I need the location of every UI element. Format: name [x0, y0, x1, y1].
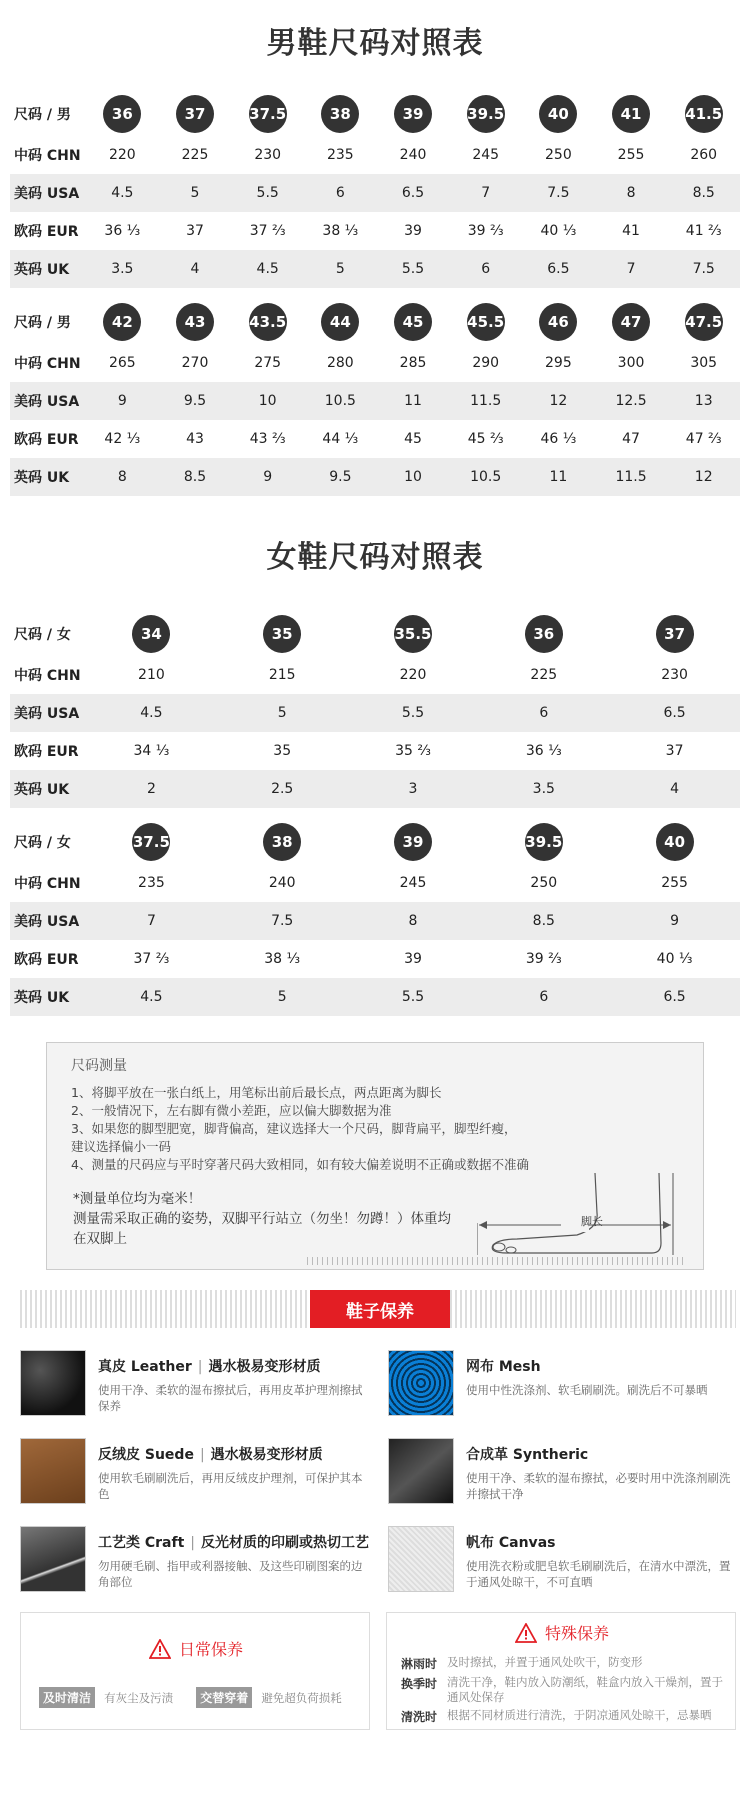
- table-cell: 37: [186, 223, 204, 239]
- row-label: 欧码 EUR: [14, 744, 79, 760]
- table-cell: 6: [539, 989, 549, 1005]
- table-cell: 3: [408, 781, 418, 797]
- table-cell: 235: [138, 875, 165, 891]
- daily-care-title: 日常保养: [178, 1640, 243, 1659]
- men-size-table-1: [10, 92, 740, 288]
- size-badge: 40: [539, 95, 577, 133]
- row-label: 美码 USA: [14, 914, 80, 930]
- table-cell: 6: [481, 261, 491, 277]
- table-cell: 230: [661, 667, 688, 683]
- table-cell: 230: [254, 147, 282, 163]
- table-cell: 36 ⅓: [104, 223, 141, 239]
- table-cell: 36 ⅓: [525, 743, 562, 759]
- table-cell: 220: [108, 147, 136, 163]
- table-cell: 43: [186, 431, 204, 447]
- material-desc: 使用洗衣粉或肥皂软毛刷刷洗后，在清水中漂洗，置于通风处晾干，不可直晒: [466, 1559, 731, 1589]
- table-cell: 5.5: [256, 185, 279, 201]
- measurement-line-3: 3、如果您的脚型肥宽，脚背偏高，建议选择大一个尺码，脚背扁平，脚型纤瘦，: [71, 1121, 517, 1136]
- table-cell: 12.5: [615, 393, 647, 409]
- table-cell: 13: [694, 393, 713, 409]
- table-cell: 45: [404, 431, 422, 447]
- table-row: [10, 770, 740, 808]
- warning-icon: [515, 1623, 537, 1643]
- size-badge: 47.5: [685, 303, 723, 341]
- men-size-table-2: [10, 300, 740, 496]
- table-cell: 5: [277, 705, 287, 721]
- size-badge: 37: [176, 95, 214, 133]
- warning-icon: [149, 1639, 171, 1659]
- table-cell: 305: [690, 355, 718, 371]
- table-cell: 10.5: [324, 393, 356, 409]
- size-badge: 41.5: [685, 95, 723, 133]
- size-header-row: [10, 92, 740, 136]
- material-name: 合成革 Syntheric: [466, 1447, 589, 1463]
- material-synthetic: [388, 1438, 738, 1508]
- table-row: [10, 458, 740, 496]
- ruler: [307, 1257, 687, 1265]
- table-cell: 39 ⅔: [525, 951, 562, 967]
- table-cell: 37: [665, 743, 684, 759]
- table-cell: 8.5: [183, 469, 207, 485]
- table-cell: 235: [326, 147, 354, 163]
- row-label: 中码 CHN: [14, 876, 81, 892]
- table-row: [10, 136, 740, 174]
- table-cell: 2.5: [271, 781, 294, 797]
- table-cell: 9.5: [183, 393, 207, 409]
- size-badge: 41: [612, 95, 650, 133]
- material-mesh: [388, 1350, 738, 1420]
- table-cell: 7.5: [547, 185, 570, 201]
- row-label: 尺码 / 女: [14, 835, 71, 851]
- special-item: 清洗时 根据不同材质进行清洗，于阴凉通风处晾干，忌暴晒: [401, 1708, 712, 1724]
- table-cell: 38 ⅓: [264, 951, 301, 967]
- row-label: 英码 UK: [14, 990, 70, 1006]
- table-row: [10, 250, 740, 288]
- table-cell: 11: [549, 469, 568, 485]
- table-cell: 12: [694, 469, 713, 485]
- women-size-table-1: [10, 612, 740, 808]
- material-desc: 使用中性洗涤剂、软毛刷刷洗。刷洗后不可暴晒: [466, 1383, 708, 1397]
- size-badge: 43: [176, 303, 214, 341]
- table-cell: 37 ⅔: [249, 223, 286, 239]
- row-label: 尺码 / 男: [14, 315, 71, 331]
- table-cell: 39 ⅔: [467, 223, 504, 239]
- table-cell: 6.5: [401, 185, 425, 201]
- table-cell: 9.5: [329, 469, 352, 485]
- table-cell: 40 ⅓: [540, 223, 577, 239]
- table-cell: 245: [399, 875, 427, 891]
- synthetic-thumbnail: [388, 1438, 454, 1504]
- size-header-row: [10, 612, 740, 656]
- table-cell: 6.5: [547, 261, 570, 277]
- table-cell: 11.5: [615, 469, 647, 485]
- row-label: 英码 UK: [14, 782, 70, 798]
- table-cell: 5: [190, 185, 200, 201]
- table-cell: 10.5: [470, 469, 502, 485]
- size-badge: 39: [394, 823, 432, 861]
- table-cell: 7.5: [692, 261, 715, 277]
- table-cell: 5.5: [401, 261, 425, 277]
- table-cell: 47: [622, 431, 640, 447]
- table-cell: 10: [404, 469, 422, 485]
- material-suede: [20, 1438, 370, 1508]
- table-cell: 250: [545, 147, 572, 163]
- row-label: 尺码 / 女: [14, 627, 71, 643]
- daily-tag-clean: 及时清洁: [39, 1687, 95, 1708]
- table-row: [10, 174, 740, 212]
- table-cell: 8: [117, 469, 127, 485]
- table-cell: 215: [268, 667, 296, 683]
- table-row: [10, 344, 740, 382]
- table-cell: 40 ⅓: [656, 951, 693, 967]
- mesh-thumbnail: [388, 1350, 454, 1416]
- size-badge: 39.5: [525, 823, 563, 861]
- table-cell: 220: [399, 667, 427, 683]
- table-cell: 10: [258, 393, 277, 409]
- table-cell: 3.5: [111, 261, 134, 277]
- table-cell: 290: [472, 355, 500, 371]
- measurement-line-5: 4、测量的尺码应与平时穿著尺码大致相同，如有较大偏差说明不正确或数据不准确: [71, 1157, 529, 1172]
- table-cell: 5: [277, 989, 287, 1005]
- row-label: 美码 USA: [14, 186, 80, 202]
- row-label: 英码 UK: [14, 262, 70, 278]
- table-cell: 4.5: [140, 989, 163, 1005]
- measurement-unit-note: *测量单位均为毫米！: [73, 1191, 202, 1207]
- special-care-box: [386, 1612, 736, 1730]
- material-desc: 使用软毛刷刷洗后，再用反绒皮护理剂，可保护其本色: [98, 1471, 363, 1501]
- table-cell: 5.5: [401, 989, 425, 1005]
- size-badge: 45: [394, 303, 432, 341]
- foot-length-label: 脚长: [581, 1215, 603, 1228]
- table-cell: 260: [690, 147, 718, 163]
- material-name: 网布 Mesh: [466, 1359, 541, 1375]
- material-desc: 使用干净、柔软的湿布擦拭后，再用皮革护理剂擦拭保养: [98, 1383, 363, 1413]
- table-cell: 41: [622, 223, 640, 239]
- measurement-line-4: 建议选择偏小一码: [71, 1139, 172, 1154]
- table-cell: 255: [617, 147, 645, 163]
- table-cell: 240: [399, 147, 427, 163]
- table-cell: 285: [399, 355, 427, 371]
- daily-text-clean: 有灰尘及污渍: [104, 1691, 174, 1705]
- suede-thumbnail: [20, 1438, 86, 1504]
- row-label: 欧码 EUR: [14, 432, 79, 448]
- men-size-chart-title: 男鞋尺码对照表: [266, 26, 484, 61]
- size-header-row: [10, 820, 740, 864]
- table-cell: 225: [181, 147, 209, 163]
- table-cell: 210: [138, 667, 165, 683]
- row-label: 欧码 EUR: [14, 224, 79, 240]
- row-label: 美码 USA: [14, 706, 80, 722]
- table-cell: 35 ⅔: [395, 743, 431, 759]
- table-row: [10, 382, 740, 420]
- table-row: [10, 940, 740, 978]
- table-cell: 245: [472, 147, 500, 163]
- size-badge: 39.5: [467, 95, 505, 133]
- size-badge: 47: [612, 303, 650, 341]
- table-cell: 280: [326, 355, 354, 371]
- size-badge: 34: [132, 615, 170, 653]
- women-size-chart-title: 女鞋尺码对照表: [266, 540, 484, 575]
- size-badge: 46: [539, 303, 577, 341]
- table-cell: 7: [146, 913, 156, 929]
- measurement-title: 尺码测量: [71, 1058, 127, 1074]
- size-badge: 36: [103, 95, 141, 133]
- table-cell: 4: [670, 781, 680, 797]
- women-size-table-2: [10, 820, 740, 1016]
- table-cell: 5: [335, 261, 345, 277]
- size-badge: 37.5: [249, 95, 287, 133]
- table-cell: 37 ⅔: [133, 951, 170, 967]
- table-cell: 300: [617, 355, 645, 371]
- material-name: 真皮 Leather | 遇水极易变形材质: [98, 1359, 321, 1375]
- table-cell: 44 ⅓: [322, 431, 359, 447]
- table-cell: 35: [273, 743, 292, 759]
- size-badge: 37: [656, 615, 694, 653]
- table-cell: 6: [539, 705, 549, 721]
- table-cell: 275: [254, 355, 282, 371]
- leather-thumbnail: [20, 1350, 86, 1416]
- table-cell: 7: [626, 261, 636, 277]
- table-cell: 295: [545, 355, 572, 371]
- table-cell: 7.5: [271, 913, 294, 929]
- table-cell: 6.5: [663, 705, 686, 721]
- table-row: [10, 420, 740, 458]
- material-name: 反绒皮 Suede | 遇水极易变形材质: [98, 1447, 323, 1463]
- table-cell: 8.5: [692, 185, 715, 201]
- table-cell: 270: [181, 355, 209, 371]
- table-row: [10, 864, 740, 902]
- row-label: 英码 UK: [14, 470, 70, 486]
- table-cell: 9: [670, 913, 680, 929]
- measurement-posture-note-2: 在双脚上: [73, 1231, 127, 1247]
- size-badge: 40: [656, 823, 694, 861]
- table-cell: 4.5: [140, 705, 163, 721]
- material-leather: [20, 1350, 370, 1420]
- table-cell: 225: [530, 667, 558, 683]
- size-badge: 44: [321, 303, 359, 341]
- table-cell: 38 ⅓: [322, 223, 359, 239]
- table-cell: 6: [335, 185, 345, 201]
- size-badge: 35: [263, 615, 301, 653]
- table-cell: 41 ⅔: [685, 223, 722, 239]
- size-badge: 38: [321, 95, 359, 133]
- table-row: [10, 656, 740, 694]
- material-name: 帆布 Canvas: [466, 1535, 556, 1551]
- table-cell: 8: [626, 185, 636, 201]
- table-cell: 5.5: [401, 705, 425, 721]
- table-cell: 6.5: [663, 989, 686, 1005]
- table-cell: 11.5: [470, 393, 502, 409]
- table-cell: 240: [268, 875, 296, 891]
- daily-text-rotate: 避免超负荷损耗: [261, 1691, 342, 1705]
- size-badge: 36: [525, 615, 563, 653]
- table-row: [10, 212, 740, 250]
- row-label: 尺码 / 男: [14, 107, 71, 123]
- table-cell: 9: [263, 469, 273, 485]
- row-label: 中码 CHN: [14, 668, 81, 684]
- measurement-posture-note: 测量需采取正确的姿势，双脚平行站立（勿坐！勿蹲！）体重均: [73, 1211, 451, 1227]
- craft-thumbnail: [20, 1526, 86, 1592]
- size-badge: 37.5: [132, 823, 170, 861]
- table-cell: 39: [404, 951, 422, 967]
- table-cell: 4.5: [256, 261, 279, 277]
- measurement-guide: [46, 1042, 704, 1270]
- table-cell: 2: [146, 781, 156, 797]
- table-row: [10, 694, 740, 732]
- special-item: 换季时 清洗干净，鞋内放入防潮纸，鞋盒内放入干燥剂，置于通风处保存: [401, 1675, 723, 1704]
- measurement-line-2: 2、一般情况下，左右脚有微小差距，应以偏大脚数据为准: [71, 1103, 392, 1118]
- care-title: 鞋子保养: [310, 1290, 450, 1328]
- table-cell: 3.5: [532, 781, 555, 797]
- material-canvas: [388, 1526, 738, 1596]
- material-craft: [20, 1526, 370, 1596]
- table-cell: 45 ⅔: [467, 431, 504, 447]
- size-badge: 42: [103, 303, 141, 341]
- table-row: [10, 902, 740, 940]
- table-cell: 8.5: [532, 913, 555, 929]
- table-cell: 11: [404, 393, 422, 409]
- size-badge: 35.5: [394, 615, 432, 653]
- table-cell: 7: [481, 185, 491, 201]
- row-label: 中码 CHN: [14, 356, 81, 372]
- table-cell: 265: [108, 355, 136, 371]
- canvas-thumbnail: [388, 1526, 454, 1592]
- size-header-row: [10, 300, 740, 344]
- row-label: 欧码 EUR: [14, 952, 79, 968]
- table-cell: 39: [404, 223, 422, 239]
- size-badge: 38: [263, 823, 301, 861]
- table-cell: 43 ⅔: [249, 431, 286, 447]
- material-desc: 勿用硬毛刷、指甲或利器接触、及这些印刷图案的边角部位: [98, 1559, 363, 1589]
- table-cell: 42 ⅓: [104, 431, 141, 447]
- size-badge: 45.5: [467, 303, 505, 341]
- table-cell: 12: [549, 393, 568, 409]
- daily-tag-rotate: 交替穿着: [196, 1687, 252, 1708]
- table-cell: 8: [408, 913, 418, 929]
- measurement-line-1: 1、将脚平放在一张白纸上，用笔标出前后最长点，两点距离为脚长: [71, 1085, 442, 1100]
- table-row: [10, 732, 740, 770]
- table-cell: 250: [530, 875, 558, 891]
- material-desc: 使用干净、柔软的湿布擦拭，必要时用中洗涤剂刷洗并擦拭干净: [466, 1471, 731, 1501]
- table-row: [10, 978, 740, 1016]
- material-name: 工艺类 Craft | 反光材质的印刷或热切工艺: [98, 1535, 370, 1551]
- table-cell: 47 ⅔: [685, 431, 722, 447]
- size-badge: 43.5: [249, 303, 287, 341]
- special-item: 淋雨时 及时擦拭，并置于通风处吹干，防变形: [401, 1655, 643, 1671]
- daily-care-box: [20, 1612, 370, 1730]
- table-cell: 9: [117, 393, 127, 409]
- table-cell: 255: [661, 875, 688, 891]
- table-cell: 4.5: [111, 185, 134, 201]
- size-badge: 39: [394, 95, 432, 133]
- special-care-title: 特殊保养: [544, 1624, 609, 1643]
- table-cell: 4: [190, 261, 200, 277]
- table-cell: 34 ⅓: [133, 743, 170, 759]
- row-label: 中码 CHN: [14, 148, 81, 164]
- table-cell: 46 ⅓: [540, 431, 577, 447]
- row-label: 美码 USA: [14, 394, 80, 410]
